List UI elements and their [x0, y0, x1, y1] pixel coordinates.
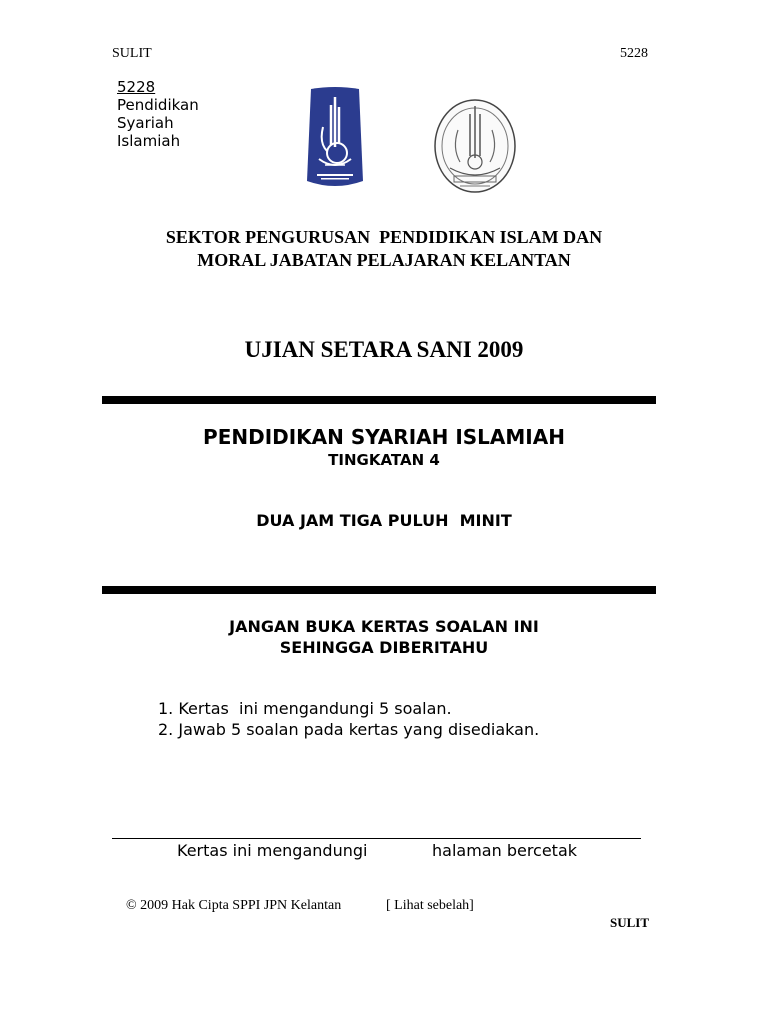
divider-bottom	[102, 586, 656, 594]
divider-top	[102, 396, 656, 404]
header-classification: SULIT	[112, 46, 152, 61]
warning-notice	[0, 616, 768, 658]
paper-code: 5228	[117, 78, 156, 96]
state-crest-icon	[430, 92, 520, 200]
sector-line-1: SEKTOR PENGURUSAN PENDIDIKAN ISLAM DAN	[165, 227, 603, 247]
paper-id-block	[117, 78, 199, 150]
copyright-notice: © 2009 Hak Cipta SPPI JPN Kelantan	[126, 898, 342, 913]
exam-title: UJIAN SETARA SANI 2009	[244, 337, 524, 362]
paper-name-line-1: Pendidikan	[117, 96, 199, 114]
warning-line-1: JANGAN BUKA KERTAS SOALAN INI	[229, 617, 539, 636]
pages-note-prefix: Kertas ini mengandungi	[177, 841, 368, 860]
sector-heading	[0, 226, 768, 272]
header-paper-code: 5228	[620, 46, 648, 61]
pages-note-suffix: halaman bercetak	[432, 841, 578, 860]
paper-name-line-3: Islamiah	[117, 132, 181, 150]
instructions-list	[158, 698, 539, 740]
instruction-item-1: 1. Kertas ini mengandungi 5 soalan.	[158, 699, 452, 718]
form-level: TINGKATAN 4	[328, 451, 440, 469]
footer-classification: SULIT	[610, 915, 650, 930]
warning-line-2: SEHINGGA DIBERITAHU	[279, 638, 489, 657]
sector-line-2: MORAL JABATAN PELAJARAN KELANTAN	[197, 250, 571, 270]
turn-over-note: [ Lihat sebelah]	[386, 898, 474, 913]
exam-duration: DUA JAM TIGA PULUH MINIT	[256, 511, 512, 530]
subject-title: PENDIDIKAN SYARIAH ISLAMIAH	[203, 425, 565, 449]
instruction-item-2: 2. Jawab 5 soalan pada kertas yang disediakan.	[158, 720, 540, 739]
department-logo-icon	[305, 85, 365, 191]
paper-name-line-2: Syariah	[117, 114, 174, 132]
pages-underline	[112, 838, 641, 839]
